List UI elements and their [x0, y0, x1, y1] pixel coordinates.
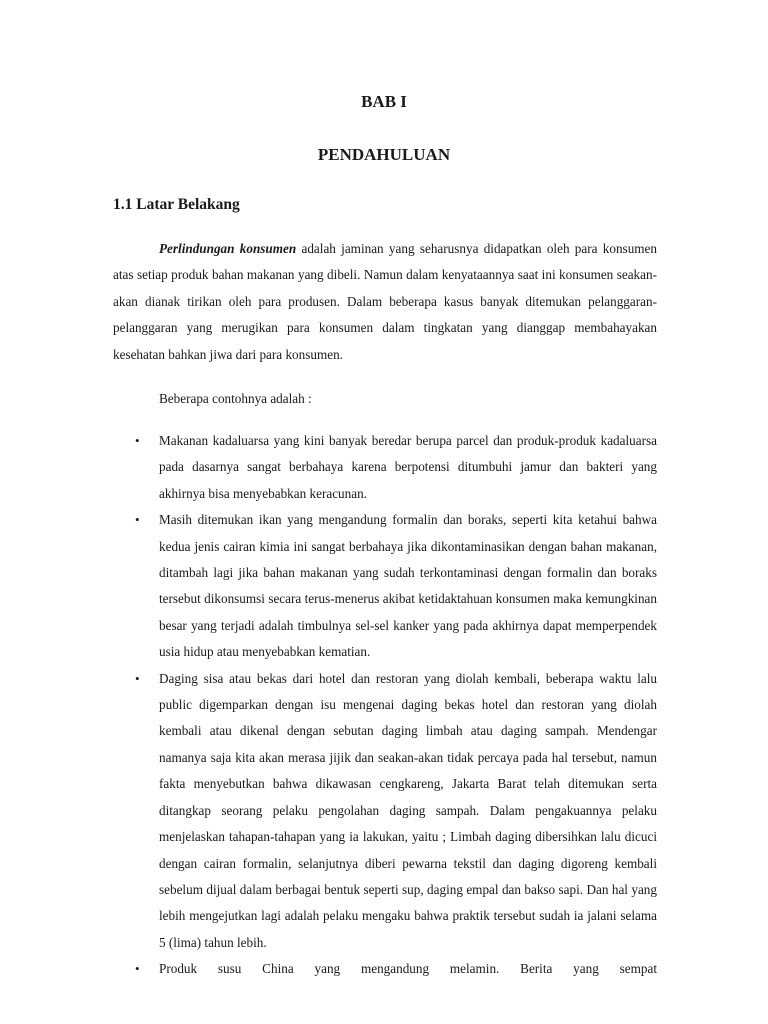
list-item-text: Makanan kadaluarsa yang kini banyak beredar berupa parcel dan produk-produk kadaluarsa pada dasarnya sangat berbahaya karena berpotensi ditumbuhi jamur dan bakteri yang akhirnya bisa menyebabkan keracunan. — [159, 433, 657, 501]
list-item-text: Produk susu China yang mengandung melamin. Berita yang sempat — [159, 961, 657, 977]
bullet-icon: • — [135, 670, 140, 686]
intro-emphasis: Perlindungan konsumen — [159, 241, 297, 256]
list-item-text: Daging sisa atau bekas dari hotel dan restoran yang diolah kembali, beberapa waktu lalu public digemparkan dengan isu mengenai daging bekas hotel dan restoran yang diolah kembali atau dikenal dengan sebutan daging limbah atau daging sampah. Mendengar namanya saja kita akan merasa jijik dan seakan-akan tidak percaya pada hal tersebut, namun fakta menyebutkan bahwa dikawasan cengkareng, Jakarta Barat telah ditemukan serta ditangkap seorang pelaku pengolahan daging sampah. Dalam pengakuannya pelaku menjelaskan tahapan-tahapan yang ia lakukan, yaitu ; Limbah daging dibersihkan lalu dicuci dengan cairan formalin, selanjutnya diberi pewarna tekstil dan daging digoreng kembali sebelum dijual dalam berbagai bentuk seperti sup, daging empal dan bakso sapi. Dan hal yang lebih mengejutkan lagi adalah pelaku mengaku bahwa praktik tersebut sudah ia jalani selama 5 (lima) tahun lebih. — [159, 670, 657, 950]
bullet-icon: • — [135, 961, 140, 977]
bullet-icon: • — [135, 433, 140, 448]
list-item — [135, 507, 657, 665]
list-item — [135, 428, 657, 507]
chapter-title: PENDAHULUAN — [317, 145, 451, 164]
list-item — [135, 666, 657, 956]
bullet-icon: • — [135, 512, 140, 528]
section-heading: 1.1 Latar Belakang — [113, 196, 240, 213]
intro-text: adalah jaminan yang seharusnya didapatkan oleh para konsumen atas setiap produk bahan makanan yang dibeli. Namun dalam kenyataannya saat ini konsumen seakan-akan dianak tirikan oleh para produsen. Dalam beberapa kasus banyak ditemukan pelanggaran-pelanggaran yang merugikan para konsumen dalam tingkatan yang dianggap membahayakan kesehatan bahkan jiwa dari para konsumen. — [113, 241, 657, 362]
intro-paragraph — [113, 236, 657, 368]
examples-list — [0, 428, 768, 983]
list-item-text: Masih ditemukan ikan yang mengandung formalin dan boraks, seperti kita ketahui bahwa kedua jenis cairan kimia ini sangat berbahaya jika dikontaminasikan dengan bahan makanan, ditambah lagi jika bahan makanan yang sudah terkontaminasi dengan formalin dan boraks tersebut dikonsumsi secara terus-menerus akibat ketidaktahuan konsumen maka kemungkinan besar yang terjadi adalah timbulnya sel-sel kanker yang pada akhirnya dapat memperpendek usia hidup atau menyebabkan kematian. — [159, 512, 657, 660]
chapter-heading: BAB I — [361, 92, 407, 111]
examples-lead: Beberapa contohnya adalah : — [159, 391, 312, 406]
list-item — [135, 956, 657, 982]
